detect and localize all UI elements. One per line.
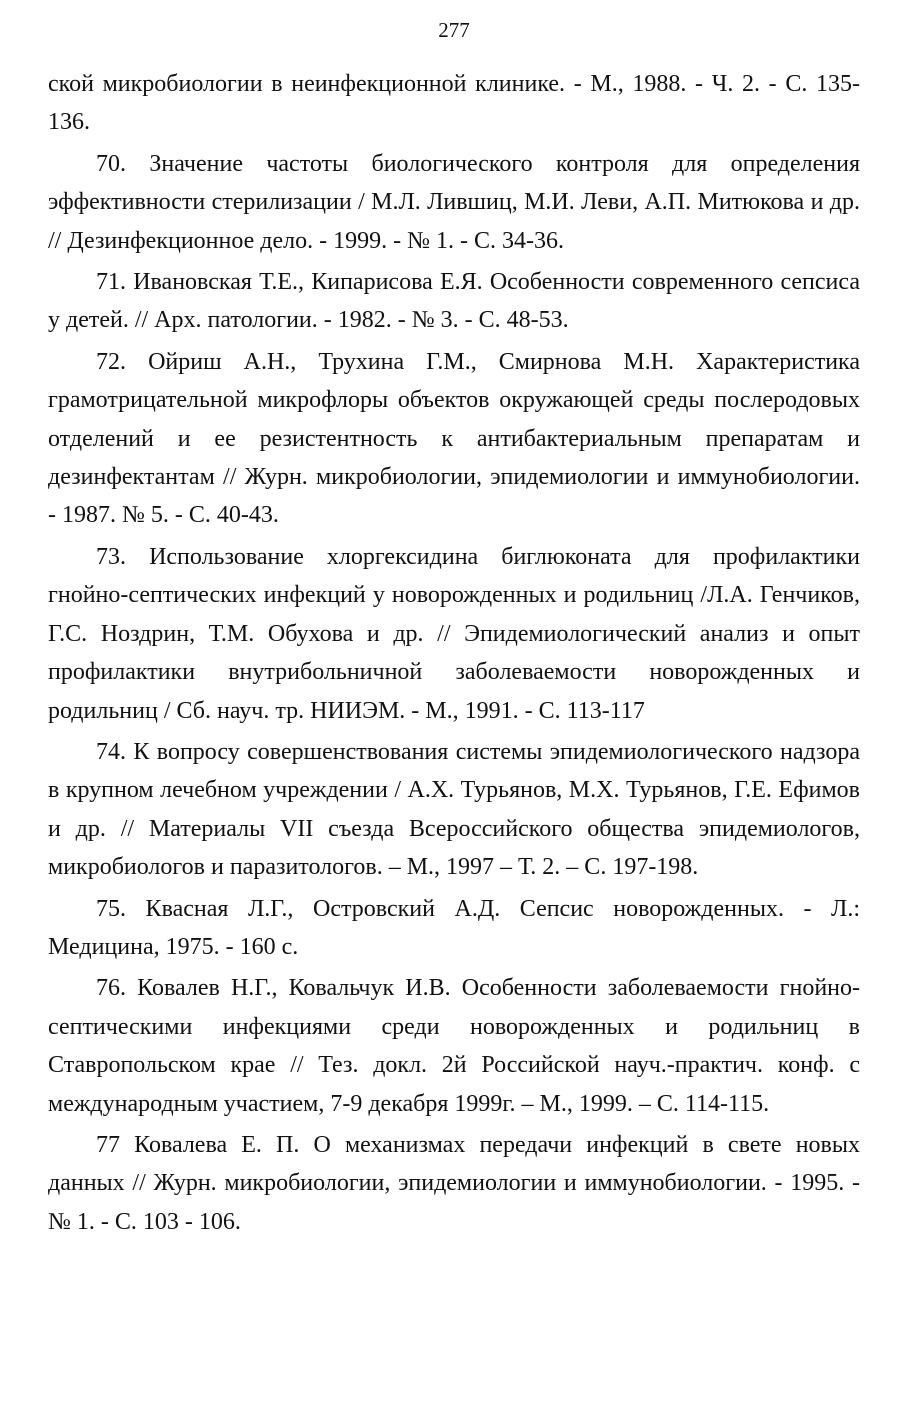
- page-number: 277: [438, 18, 470, 42]
- reference-entry-75: 75. Квасная Л.Г., Островский А.Д. Сепсис новорожденных. - Л.: Медицина, 1975. - 160 с.: [48, 895, 860, 960]
- reference-entry-76: 76. Ковалев Н.Г., Ковальчук И.В. Особенности заболеваемости гнойно-септическими инфекциями среди новорожденных и родильниц в Ставропольском крае // Тез. докл. 2й Российской науч.-практич. конф. с международным участием, 7-9 декабря 1999г. – М., 1999. – С. 114-115.: [48, 975, 860, 1117]
- reference-entry-continued: ской микробиологии в неинфекционной клинике. - М., 1988. - Ч. 2. - С. 135-136.: [48, 71, 860, 136]
- reference-list: [48, 65, 860, 1244]
- reference-entry-72: 72. Ойриш А.Н., Трухина Г.М., Смирнова М.Н. Характеристика грамотрицательной микрофлоры объектов окружающей среды послеродовых отделений и ее резистентность к антибактериальным препаратам и дезинфектантам // Журн. микробиологии, эпидемиологии и иммунобиологии. - 1987. № 5. - С. 40-43.: [48, 348, 860, 529]
- reference-entry-73: 73. Использование хлоргексидина биглюконата для профилактики гнойно-септических инфекций у новорожденных и родильниц /Л.А. Генчиков, Г.С. Ноздрин, Т.М. Обухова и др. // Эпидемиологический анализ и опыт профилактики внутрибольничной заболеваемости новорожденных и родильниц / Сб. науч. тр. НИИЭМ. - М., 1991. - С. 113-117: [48, 543, 860, 724]
- reference-entry-74: 74. К вопросу совершенствования системы эпидемиологического надзора в крупном лечебном учреждении / А.Х. Турьянов, М.Х. Турьянов, Г.Е. Ефимов и др. // Материалы VII съезда Всероссийского общества эпидемиологов, микробиологов и паразитологов. – М., 1997 – Т. 2. – С. 197-198.: [48, 738, 860, 881]
- reference-entry-70: 70. Значение частоты биологического контроля для определения эффективности стерилизации / М.Л. Лившиц, М.И. Леви, А.П. Митюкова и др. // Дезинфекционное дело. - 1999. - № 1. - С. 34-36.: [48, 150, 860, 254]
- reference-entry-71: 71. Ивановская Т.Е., Кипарисова Е.Я. Особенности современного сепсиса у детей. // Арх. патологии. - 1982. - № 3. - С. 48-53.: [48, 269, 860, 334]
- reference-entry-77: 77 Ковалева Е. П. О механизмах передачи инфекций в свете новых данных // Журн. микробиологии, эпидемиологии и иммунобиологии. - 1995. - № 1. - С. 103 - 106.: [48, 1131, 860, 1235]
